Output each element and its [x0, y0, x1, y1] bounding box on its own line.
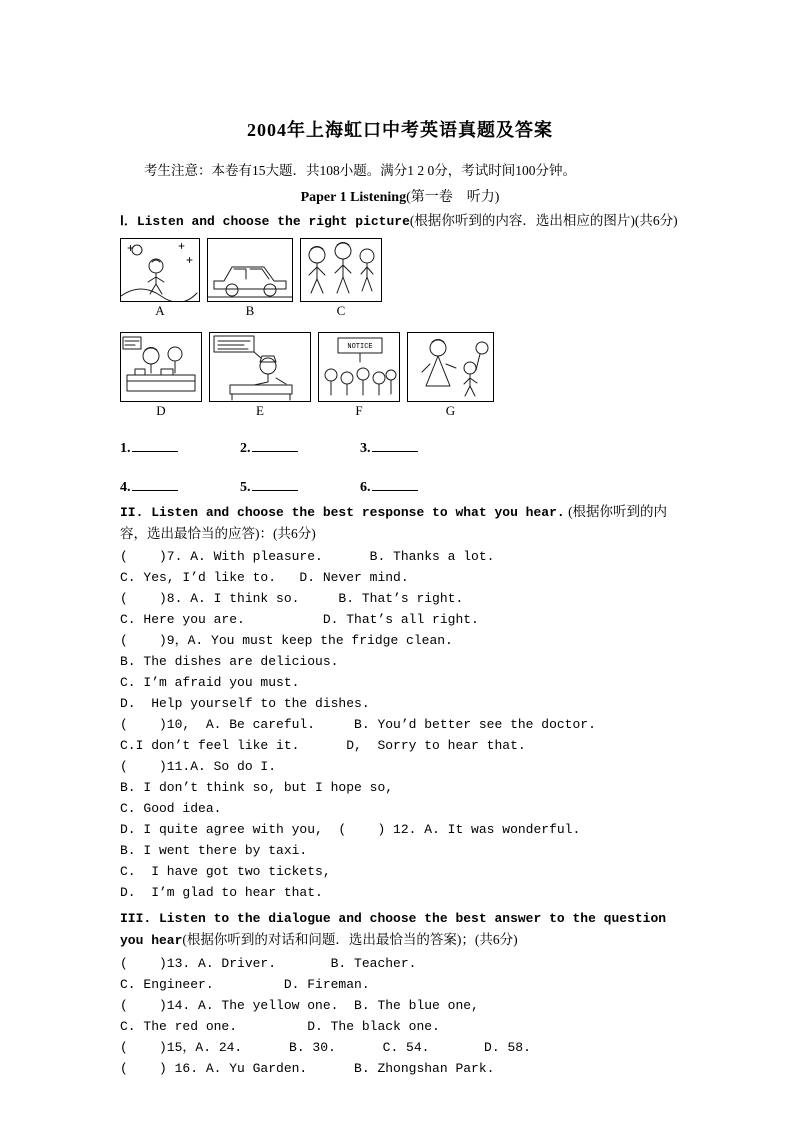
option-line: ( ) 16. A. Yu Garden. B. Zhongshan Park.	[120, 1061, 495, 1076]
picture-c-illustration	[300, 238, 382, 302]
answer-blanks-row-2	[120, 477, 680, 497]
picture-g-label: G	[445, 403, 456, 418]
option-line: C. I’m afraid you must.	[120, 675, 300, 690]
blank-underline	[252, 477, 298, 491]
option-line: ( )8. A. I think so. B. That’s right.	[120, 591, 464, 606]
blank-underline	[372, 438, 418, 452]
section2-heading	[120, 501, 680, 544]
section3-heading	[120, 907, 680, 951]
option-line: ( )10, A. Be careful. B. You’d better see the doctor.	[120, 717, 596, 732]
option-line: C. Good idea.	[120, 801, 222, 816]
blank-underline	[132, 477, 178, 491]
option-line: B. The dishes are delicious.	[120, 654, 339, 669]
section1-heading-en: Ⅰ．Listen and choose the right picture	[120, 214, 410, 229]
picture-a-label: A	[155, 303, 165, 318]
blank-number: 4.	[120, 480, 131, 495]
option-line: C. Here you are. D. That’s all right.	[120, 612, 479, 627]
picture-d-label: D	[156, 403, 166, 418]
answer-blank-4	[120, 477, 240, 496]
blank-underline	[252, 438, 298, 452]
option-line: ( )11.A. So do I.	[120, 759, 277, 774]
picture-f-label: F	[355, 403, 363, 418]
picture-b-label: B	[245, 303, 255, 318]
picture-option-f	[318, 332, 400, 419]
paper-heading-en: Paper 1 Listening	[300, 190, 407, 205]
option-line: D. I quite agree with you, ( ) 12. A. It was wonderful.	[120, 822, 581, 837]
notice-board-text: NOTICE	[347, 343, 373, 351]
picture-c-label: C	[336, 303, 346, 318]
blank-underline	[372, 477, 418, 491]
picture-b-illustration	[207, 238, 293, 302]
picture-option-d	[120, 332, 202, 419]
page-title: 2004年上海虹口中考英语真题及答案	[247, 120, 553, 140]
picture-g-illustration	[407, 332, 494, 402]
option-line: C. I have got two tickets,	[120, 864, 331, 879]
answer-blank-5	[240, 477, 360, 496]
option-line: B. I went there by taxi.	[120, 843, 308, 858]
picture-e-illustration	[209, 332, 311, 402]
option-line: C. Engineer. D. Fireman.	[120, 977, 370, 992]
blank-underline	[132, 438, 178, 452]
option-line: D. I’m glad to hear that.	[120, 885, 323, 900]
option-line: ( )9，A. You must keep the fridge clean.	[120, 633, 453, 648]
blank-number: 6.	[360, 480, 371, 495]
option-line: C.I don’t feel like it. D, Sorry to hear that.	[120, 738, 526, 753]
answer-blanks-row-1	[120, 438, 680, 458]
section2-option-lines	[120, 546, 680, 903]
picture-row-1	[120, 238, 680, 319]
section3-heading-zh: (根据你听到的对话和问题．选出最恰当的答案)；(共6分)	[182, 932, 518, 947]
blank-number: 2.	[240, 441, 251, 456]
section3-option-lines	[120, 953, 680, 1079]
answer-blank-1	[120, 438, 240, 457]
paper-heading-zh: (第一卷 听力)	[406, 190, 500, 205]
option-line: ( )14. A. The yellow one. B. The blue one,	[120, 998, 479, 1013]
picture-a-illustration	[120, 238, 200, 302]
picture-option-b	[207, 238, 293, 319]
picture-option-g	[407, 332, 494, 419]
section1-heading-zh: (根据你听到的内容．选出相应的图片)(共6分)	[409, 213, 678, 228]
picture-option-a	[120, 238, 200, 319]
blank-number: 5.	[240, 480, 251, 495]
answer-blank-6	[360, 477, 480, 496]
blank-number: 3.	[360, 441, 371, 456]
section1-heading	[120, 210, 680, 232]
option-line: B. I don’t think so, but I hope so,	[120, 780, 394, 795]
exam-notice: 考生注意：本卷有15大题．共108小题。满分1 2 0分，考试时间100分钟。	[144, 163, 576, 178]
section2-heading-en: II. Listen and choose the best response to what you hear.	[120, 505, 565, 520]
paper-heading	[120, 186, 680, 206]
picture-option-c	[300, 238, 382, 319]
picture-d-illustration	[120, 332, 202, 402]
option-line: ( )7. A. With pleasure. B. Thanks a lot.	[120, 549, 495, 564]
picture-e-label: E	[256, 403, 264, 418]
option-line: C. The red one. D. The black one.	[120, 1019, 440, 1034]
option-line: ( )13. A. Driver. B. Teacher.	[120, 956, 417, 971]
section3-heading-en: III. Listen to the dialogue and choose the best answer to the question you hear	[120, 911, 667, 948]
blank-number: 1.	[120, 441, 131, 456]
picture-f-illustration	[318, 332, 400, 402]
option-line: ( )15，A. 24. B. 30. C. 54. D. 58.	[120, 1040, 531, 1055]
option-line: D. Help yourself to the dishes.	[120, 696, 370, 711]
section2-heading-zh: (根据你听到的内容，选出最恰当的应答)：(共6分)	[120, 504, 668, 541]
picture-row-2	[120, 332, 680, 419]
option-line: C. Yes, I’d like to. D. Never mind.	[120, 570, 409, 585]
answer-blank-2	[240, 438, 360, 457]
picture-option-e	[209, 332, 311, 419]
answer-blank-3	[360, 438, 480, 457]
